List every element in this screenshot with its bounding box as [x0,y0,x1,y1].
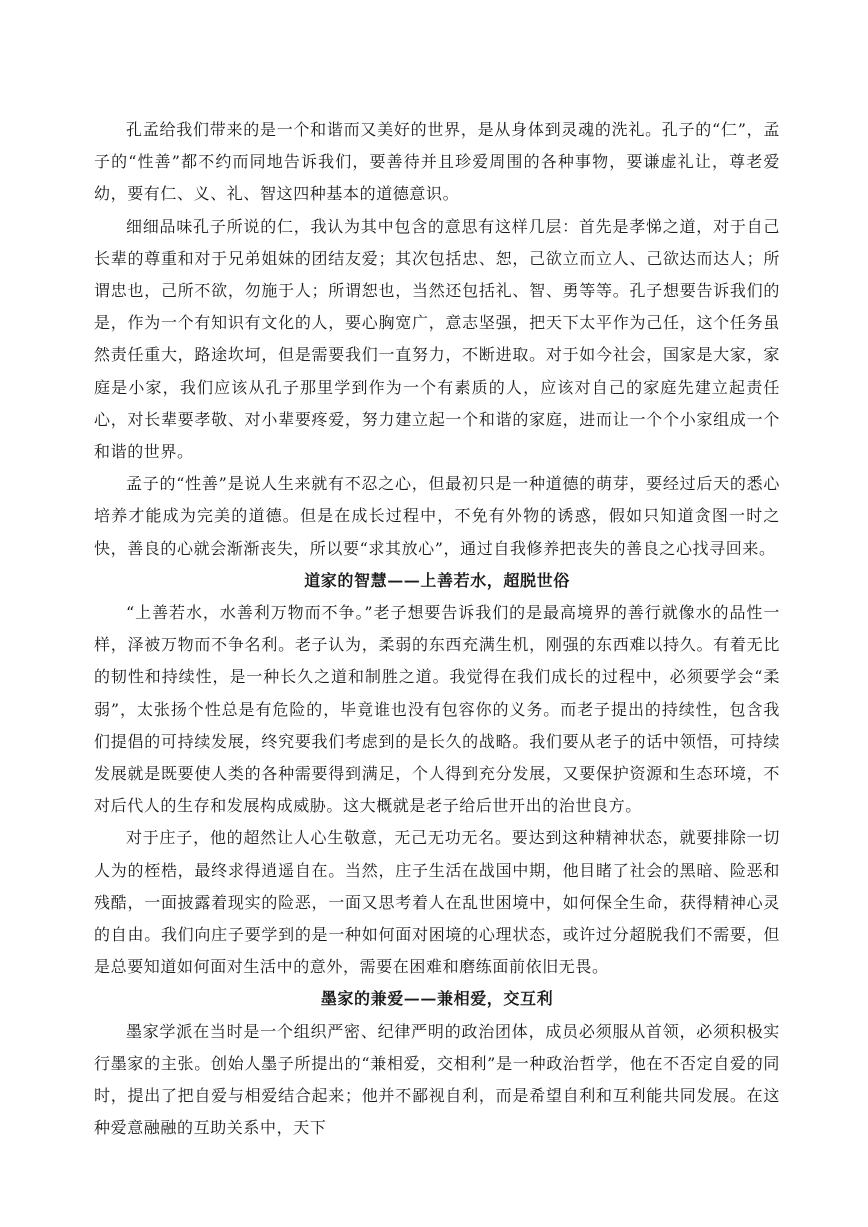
document-body [94,114,780,1145]
section-heading-mohism: 墨家的兼爱——兼相爱，交互利 [320,989,554,1009]
paragraph-laozi: “上善若水，水善利万物而不争。”老子想要告诉我们的是最高境界的善行就像水的品性一样，泽被万物而不争名利。老子认为，柔弱的东西充满生机，刚强的东西难以持久。有着无比的韧性和持续性，是一种长久之道和制胜之道。我觉得在我们成长的过程中，必须要学会“柔弱”，太张扬个性总是有危险的，毕竟谁也没有包容你的义务。而老子提出的持续性，包含我们提倡的可持续发展，终究要我们考虑到的是长久的战略。我们要从老子的话中领悟，可持续发展就是既要使人类的各种需要得到满足，个人得到充分发展，又要保护资源和生态环境，不对后代人的生存和发展构成威胁。这大概就是老子给后世开出的治世良方。 [94,603,780,816]
paragraph-zhuangzi: 对于庄子，他的超然让人心生敬意，无己无功无名。要达到这种精神状态，就要排除一切人为的桎梏，最终求得逍遥自在。当然，庄子生活在战国中期，他目睹了社会的黑暗、险恶和残酷，一面披露着现实的险恶，一面又思考着人在乱世困境中，如何保全生命，获得精神心灵的自由。我们向庄子要学到的是一种如何面对困境的心理状态，或许过分超脱我们不需要，但是总要知道如何面对生活中的意外，需要在困难和磨练面前依旧无畏。 [94,828,780,977]
paragraph-confucius-mencius-intro: 孔孟给我们带来的是一个和谐而又美好的世界，是从身体到灵魂的洗礼。孔子的“仁”，孟子的“性善”都不约而同地告诉我们，要善待并且珍爱周围的各种事物，要谦虚礼让，尊老爱幼，要有仁、义、礼、智这四种基本的道德意识。 [94,120,780,204]
paragraph-mencius-xingshan: 孟子的“性善”是说人生来就有不忍之心，但最初只是一种道德的萌芽，要经过后天的悉心培养才能成为完美的道德。但是在成长过程中，不免有外物的诱惑，假如只知道贪图一时之快，善良的心就会渐渐丧失，所以要“求其放心”，通过自我修养把丧失的善良之心找寻回来。 [94,474,780,558]
paragraph-mozi: 墨家学派在当时是一个组织严密、纪律严明的政治团体，成员必须服从首领，必须积极实行墨家的主张。创始人墨子所提出的“兼相爱，交相利”是一种政治哲学，他在不否定自爱的同时，提出了把自爱与相爱结合起来；他并不鄙视自利，而是希望自利和互利能共同发展。在这种爱意融融的互助关系中，天下 [94,1021,780,1138]
section-heading-daoism: 道家的智慧——上善若水，超脱世俗 [304,570,570,590]
paragraph-confucius-ren: 细细品味孔子所说的仁，我认为其中包含的意思有这样几层：首先是孝悌之道，对于自己长辈的尊重和对于兄弟姐妹的团结友爱；其次包括忠、恕，己欲立而立人、己欲达而达人；所谓忠也，己所不欲，勿施于人；所谓恕也，当然还包括礼、智、勇等等。孔子想要告诉我们的是，作为一个有知识有文化的人，要心胸宽广，意志坚强，把天下太平作为己任，这个任务虽然责任重大，路途坎坷，但是需要我们一直努力，不断进取。对于如今社会，国家是大家，家庭是小家，我们应该从孔子那里学到作为一个有素质的人，应该对自己的家庭先建立起责任心，对长辈要孝敬、对小辈要疼爱，努力建立起一个和谐的家庭，进而让一个个小家组成一个和谐的世界。 [94,216,780,462]
